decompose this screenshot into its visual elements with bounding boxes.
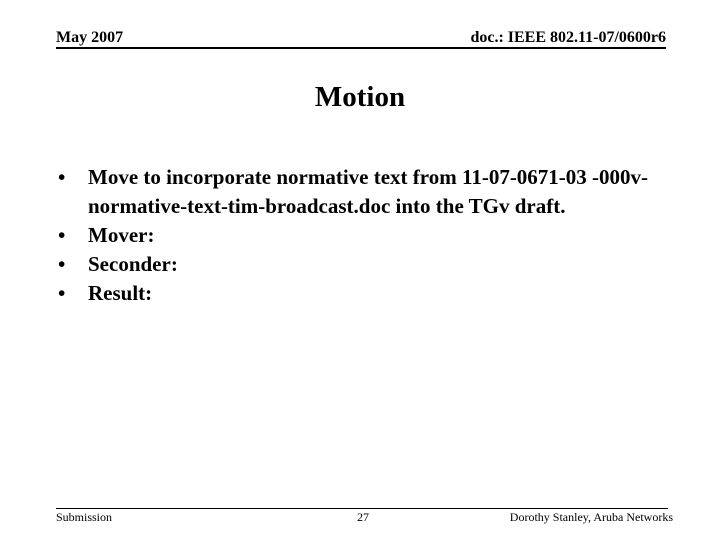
bullet-icon: • — [58, 281, 66, 305]
header-divider — [56, 47, 666, 49]
bullet-text-motion: Move to incorporate normative text from 11-07-0671-03 -000v-normative-text-tim-broadcast.doc into the TGv draft. — [88, 165, 649, 218]
footer-submission: Submission — [56, 510, 113, 524]
bullet-text-mover: Mover: — [88, 223, 155, 247]
bullet-icon: • — [58, 165, 66, 189]
footer-divider — [56, 508, 668, 509]
bullet-item-motion — [58, 163, 678, 221]
header-date: May 2007 — [56, 29, 124, 46]
bullet-item-seconder — [58, 250, 678, 279]
bullet-icon: • — [58, 223, 66, 247]
bullet-item-result — [58, 279, 678, 308]
bullet-text-result: Result: — [88, 281, 153, 305]
bullet-icon: • — [58, 252, 66, 276]
header-doc-id: doc.: IEEE 802.11-07/0600r6 — [470, 29, 666, 46]
bullet-item-mover — [58, 221, 678, 250]
bullet-list — [58, 163, 678, 308]
bullet-text-seconder: Seconder: — [88, 252, 178, 276]
footer-author: Dorothy Stanley, Aruba Networks — [509, 510, 673, 524]
slide-title: Motion — [314, 81, 406, 113]
footer-page-number: 27 — [357, 510, 369, 524]
